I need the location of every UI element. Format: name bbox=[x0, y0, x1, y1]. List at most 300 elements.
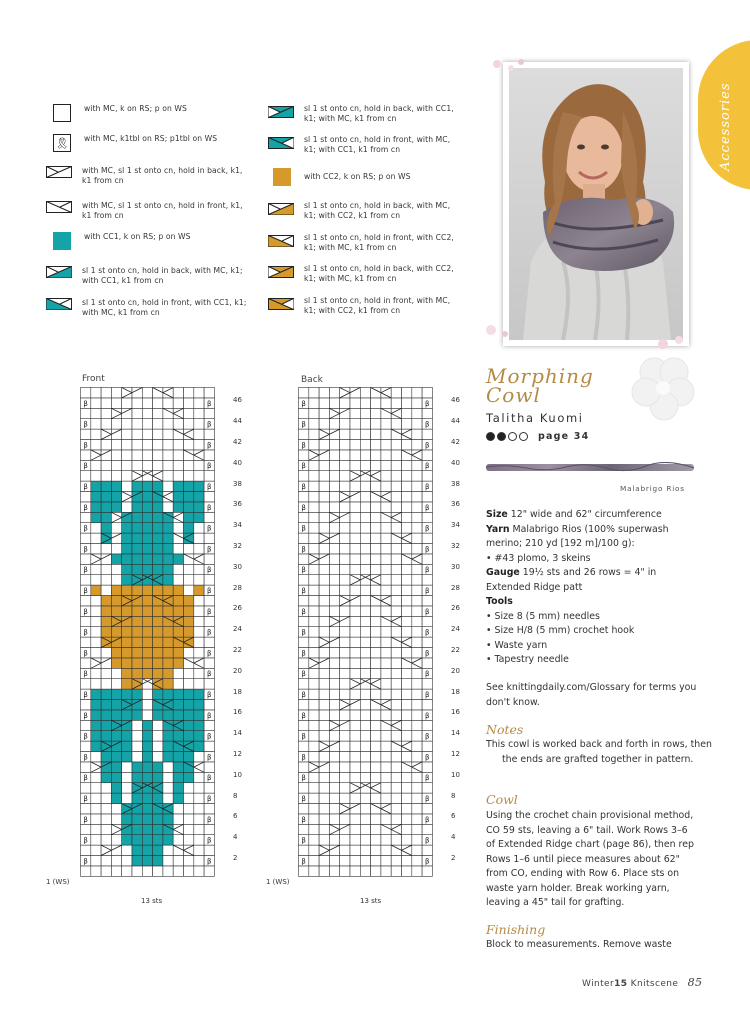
chart-cell bbox=[391, 804, 401, 814]
chart-cell bbox=[111, 408, 121, 418]
chart-cell bbox=[204, 824, 214, 834]
chart-cell bbox=[412, 564, 422, 574]
chart-cell bbox=[319, 544, 329, 554]
chart-cell bbox=[111, 783, 121, 793]
chart-cell bbox=[204, 866, 214, 876]
chart-cell bbox=[132, 804, 142, 814]
chart-cell bbox=[309, 668, 319, 678]
chart-cell bbox=[81, 783, 91, 793]
chart-cell bbox=[91, 752, 101, 762]
chart-cell bbox=[101, 835, 111, 845]
twisted-stitch-mark: β bbox=[83, 691, 88, 699]
chart-cell bbox=[299, 804, 309, 814]
chart-cell bbox=[122, 804, 132, 814]
chart-cell bbox=[340, 460, 350, 470]
chart-cell bbox=[350, 388, 360, 398]
chart-cell bbox=[101, 471, 111, 481]
chart-cell bbox=[360, 793, 370, 803]
chart-cell bbox=[340, 523, 350, 533]
chart-cell bbox=[360, 419, 370, 429]
chart-cell bbox=[402, 492, 412, 502]
chart-cell bbox=[153, 512, 163, 522]
twisted-stitch-mark: β bbox=[301, 711, 306, 720]
chart-cell bbox=[412, 388, 422, 398]
chart-cell bbox=[329, 772, 339, 782]
chart-cell bbox=[319, 419, 329, 429]
page-reference: page 34 bbox=[538, 431, 590, 442]
chart-cell bbox=[391, 793, 401, 803]
chart-cell bbox=[360, 388, 370, 398]
chart-cell bbox=[101, 606, 111, 616]
chart-cell bbox=[350, 689, 360, 699]
chart-cell bbox=[184, 689, 194, 699]
twisted-stitch-mark: β bbox=[301, 649, 306, 658]
chart-cell bbox=[319, 502, 329, 512]
row-number: 4 bbox=[451, 833, 456, 842]
key-item bbox=[268, 135, 454, 155]
chart-cell bbox=[122, 658, 132, 668]
chart-cell bbox=[299, 575, 309, 585]
chart-cell bbox=[132, 637, 142, 647]
twisted-stitch-mark: β bbox=[301, 857, 306, 866]
chart-cell bbox=[371, 679, 381, 689]
chart-cell bbox=[194, 471, 204, 481]
chart-cell bbox=[402, 720, 412, 730]
tools-label: Tools bbox=[486, 596, 513, 607]
row-number: 18 bbox=[451, 687, 460, 696]
chart-cell bbox=[101, 585, 111, 595]
twisted-stitch-mark: β bbox=[425, 711, 430, 720]
chart-cell bbox=[350, 429, 360, 439]
chart-cell bbox=[153, 575, 163, 585]
chart-cell bbox=[163, 544, 173, 554]
row-number: 10 bbox=[233, 770, 242, 779]
chart-cell bbox=[204, 741, 214, 751]
chart-cell bbox=[412, 866, 422, 876]
twisted-stitch-mark: β bbox=[301, 691, 306, 699]
chart-cell bbox=[163, 575, 173, 585]
chart-cell bbox=[422, 783, 432, 793]
chart-cell bbox=[340, 824, 350, 834]
chart-cell bbox=[142, 585, 152, 595]
chart-cell bbox=[350, 700, 360, 710]
chart-cell bbox=[163, 554, 173, 564]
chart-cell bbox=[412, 648, 422, 658]
chart-cell bbox=[340, 752, 350, 762]
chart-cell bbox=[299, 429, 309, 439]
chart-cell bbox=[350, 460, 360, 470]
chart-cell bbox=[402, 637, 412, 647]
chart-cell bbox=[360, 741, 370, 751]
twisted-stitch-mark: β bbox=[83, 503, 88, 512]
chart-cell bbox=[142, 523, 152, 533]
key-item bbox=[268, 201, 454, 221]
chart-cell bbox=[194, 450, 204, 460]
chart-cell bbox=[184, 658, 194, 668]
chart-cell bbox=[402, 772, 412, 782]
chart-cell bbox=[412, 512, 422, 522]
chart-cell bbox=[194, 762, 204, 772]
chart-cell bbox=[340, 731, 350, 741]
chart-cell bbox=[122, 700, 132, 710]
chart-cell bbox=[350, 824, 360, 834]
key-text: with CC2, k on RS; p on WS bbox=[304, 172, 411, 181]
chart-cell bbox=[91, 429, 101, 439]
chart-cell bbox=[350, 679, 360, 689]
chart-cell bbox=[142, 752, 152, 762]
chart-cell bbox=[204, 554, 214, 564]
chart-cell bbox=[163, 627, 173, 637]
chart-cell bbox=[163, 512, 173, 522]
chart-cell bbox=[381, 419, 391, 429]
chart-cell bbox=[340, 668, 350, 678]
chart-cell bbox=[319, 627, 329, 637]
chart-cell bbox=[402, 741, 412, 751]
chart-cell bbox=[81, 679, 91, 689]
chart-cell bbox=[329, 741, 339, 751]
chart-cell bbox=[360, 866, 370, 876]
chart-cell bbox=[101, 492, 111, 502]
chart-cell bbox=[194, 554, 204, 564]
chart-cell bbox=[402, 564, 412, 574]
chart-cell bbox=[173, 481, 183, 491]
twisted-stitch-mark: β bbox=[207, 649, 212, 658]
chart-cell bbox=[111, 741, 121, 751]
cc1-right-cross-symbol bbox=[46, 266, 72, 278]
chart-cell bbox=[350, 783, 360, 793]
row-number: 36 bbox=[233, 500, 242, 509]
key-item bbox=[53, 232, 254, 250]
chart-cell bbox=[371, 814, 381, 824]
chart-cell bbox=[173, 502, 183, 512]
chart-cell bbox=[173, 512, 183, 522]
chart-cell bbox=[319, 720, 329, 730]
chart-cell bbox=[163, 398, 173, 408]
chart-cell bbox=[142, 512, 152, 522]
chart-cell bbox=[194, 824, 204, 834]
blossom-decoration-icon bbox=[489, 56, 529, 76]
chart-cell bbox=[101, 544, 111, 554]
key-text: with MC, sl 1 st onto cn, hold in front, k1, k1 from cn bbox=[82, 201, 243, 220]
chart-cell bbox=[381, 824, 391, 834]
twisted-stitch-mark: β bbox=[301, 441, 306, 450]
chart-cell bbox=[402, 700, 412, 710]
chart-cell bbox=[153, 752, 163, 762]
row-number: 22 bbox=[451, 646, 460, 654]
chart-cell bbox=[101, 637, 111, 647]
chart-cell bbox=[163, 845, 173, 855]
chart-cell bbox=[381, 544, 391, 554]
chart-cell bbox=[101, 856, 111, 866]
chart-cell bbox=[153, 772, 163, 782]
chart-cell bbox=[309, 616, 319, 626]
chart-cell bbox=[299, 720, 309, 730]
chart-cell bbox=[81, 845, 91, 855]
chart-cell bbox=[122, 627, 132, 637]
twisted-stitch-mark: β bbox=[425, 691, 430, 699]
row-number: 18 bbox=[233, 687, 242, 696]
chart-cell bbox=[391, 731, 401, 741]
chart-cell bbox=[309, 408, 319, 418]
chart-cell bbox=[91, 408, 101, 418]
chart-cell bbox=[371, 481, 381, 491]
section-tab-label: Accessories bbox=[718, 82, 733, 171]
chart-cell bbox=[360, 700, 370, 710]
chart-cell bbox=[184, 814, 194, 824]
chart-cell bbox=[350, 627, 360, 637]
chart-cell bbox=[194, 460, 204, 470]
chart-cell bbox=[173, 429, 183, 439]
chart-cell bbox=[422, 804, 432, 814]
chart-cell bbox=[142, 419, 152, 429]
chart-cell bbox=[153, 460, 163, 470]
front-start-row: 1 (WS) bbox=[46, 878, 70, 886]
chart-cell bbox=[402, 824, 412, 834]
chart-cell bbox=[132, 585, 142, 595]
chart-cell bbox=[111, 804, 121, 814]
row-number: 40 bbox=[233, 458, 242, 467]
chart-cell bbox=[371, 585, 381, 595]
svg-text:🎗: 🎗 bbox=[55, 137, 69, 150]
finishing-heading: Finishing bbox=[486, 922, 546, 937]
chart-cell bbox=[184, 835, 194, 845]
chart-cell bbox=[153, 824, 163, 834]
row-number: 34 bbox=[233, 521, 242, 530]
chart-cell bbox=[91, 741, 101, 751]
chart-cell bbox=[111, 720, 121, 730]
chart-cell bbox=[184, 804, 194, 814]
chart-cell bbox=[101, 772, 111, 782]
chart-cell bbox=[184, 783, 194, 793]
key-text: with CC1, k on RS; p on WS bbox=[84, 232, 191, 241]
chart-cell bbox=[142, 731, 152, 741]
chart-cell bbox=[412, 783, 422, 793]
chart-cell bbox=[194, 866, 204, 876]
chart-cell bbox=[299, 658, 309, 668]
title-line-1: Morphing bbox=[486, 364, 594, 388]
chart-cell bbox=[402, 710, 412, 720]
chart-cell bbox=[132, 575, 142, 585]
chart-cell bbox=[391, 429, 401, 439]
chart-cell bbox=[319, 388, 329, 398]
chart-cell bbox=[111, 398, 121, 408]
chart-cell bbox=[402, 845, 412, 855]
chart-cell bbox=[91, 856, 101, 866]
chart-cell bbox=[194, 772, 204, 782]
chart-cell bbox=[184, 544, 194, 554]
chart-cell bbox=[340, 512, 350, 522]
chart-cell bbox=[319, 585, 329, 595]
chart-cell bbox=[153, 450, 163, 460]
chart-cell bbox=[163, 835, 173, 845]
chart-cell bbox=[309, 533, 319, 543]
chart-cell bbox=[319, 429, 329, 439]
chart-cell bbox=[381, 596, 391, 606]
chart-cell bbox=[299, 554, 309, 564]
key-item bbox=[53, 104, 254, 122]
chart-cell bbox=[142, 544, 152, 554]
chart-cell bbox=[173, 668, 183, 678]
chart-cell bbox=[412, 637, 422, 647]
chart-cell bbox=[381, 585, 391, 595]
twisted-stitch-mark: β bbox=[207, 587, 212, 595]
chart-cell bbox=[340, 804, 350, 814]
twisted-stitch-mark: β bbox=[301, 483, 306, 491]
chart-cell bbox=[111, 596, 121, 606]
twisted-stitch-mark: β bbox=[207, 774, 212, 783]
chart-cell bbox=[340, 554, 350, 564]
chart-cell bbox=[122, 606, 132, 616]
chart-cell bbox=[299, 596, 309, 606]
chart-cell bbox=[412, 575, 422, 585]
chart-cell bbox=[122, 585, 132, 595]
chart-cell bbox=[184, 481, 194, 491]
chart-cell bbox=[329, 648, 339, 658]
chart-cell bbox=[81, 429, 91, 439]
chart-cell bbox=[101, 575, 111, 585]
chart-cell bbox=[309, 637, 319, 647]
chart-cell bbox=[184, 637, 194, 647]
row-number: 28 bbox=[233, 583, 242, 592]
chart-cell bbox=[204, 762, 214, 772]
chart-cell bbox=[194, 648, 204, 658]
chart-cell bbox=[381, 845, 391, 855]
chart-cell bbox=[153, 700, 163, 710]
row-number: 32 bbox=[233, 542, 242, 550]
chart-cell bbox=[309, 429, 319, 439]
back-start-row: 1 (WS) bbox=[266, 878, 290, 886]
twisted-stitch-mark: β bbox=[207, 753, 212, 762]
chart-cell bbox=[360, 689, 370, 699]
chart-cell bbox=[319, 783, 329, 793]
chart-cell bbox=[153, 564, 163, 574]
twisted-stitch-mark: β bbox=[207, 732, 212, 741]
chart-cell bbox=[299, 616, 309, 626]
chart-cell bbox=[402, 762, 412, 772]
chart-cell bbox=[381, 429, 391, 439]
chart-cell bbox=[122, 856, 132, 866]
chart-cell bbox=[101, 679, 111, 689]
chart-cell bbox=[122, 440, 132, 450]
chart-cell bbox=[122, 835, 132, 845]
chart-cell bbox=[184, 616, 194, 626]
chart-cell bbox=[299, 845, 309, 855]
chart-cell bbox=[309, 575, 319, 585]
chart-cell bbox=[163, 679, 173, 689]
row-number: 8 bbox=[233, 791, 238, 800]
chart-cell bbox=[132, 700, 142, 710]
chart-cell bbox=[299, 492, 309, 502]
chart-cell bbox=[173, 419, 183, 429]
chart-cell bbox=[194, 668, 204, 678]
chart-cell bbox=[391, 835, 401, 845]
chart-cell bbox=[142, 783, 152, 793]
cc2-front-cross-symbol bbox=[268, 298, 294, 310]
chart-cell bbox=[371, 783, 381, 793]
chart-cell bbox=[163, 440, 173, 450]
chart-cell bbox=[319, 460, 329, 470]
chart-cell bbox=[371, 793, 381, 803]
cc2-back-cross-symbol bbox=[268, 266, 294, 278]
chart-cell bbox=[340, 772, 350, 782]
chart-cell bbox=[194, 793, 204, 803]
chart-cell bbox=[173, 741, 183, 751]
chart-cell bbox=[350, 804, 360, 814]
chart-cell bbox=[163, 606, 173, 616]
chart-cell bbox=[371, 502, 381, 512]
twisted-stitch-mark: β bbox=[207, 462, 212, 471]
chart-cell bbox=[91, 596, 101, 606]
chart-cell bbox=[184, 679, 194, 689]
chart-cell bbox=[204, 408, 214, 418]
chart-cell bbox=[309, 658, 319, 668]
chart-cell bbox=[299, 741, 309, 751]
chart-cell bbox=[412, 856, 422, 866]
chart-cell bbox=[81, 575, 91, 585]
chart-cell bbox=[194, 700, 204, 710]
chart-cell bbox=[402, 606, 412, 616]
chart-cell bbox=[350, 637, 360, 647]
chart-cell bbox=[381, 856, 391, 866]
chart-cell bbox=[422, 554, 432, 564]
chart-cell bbox=[111, 564, 121, 574]
chart-cell bbox=[173, 450, 183, 460]
chart-cell bbox=[340, 814, 350, 824]
chart-cell bbox=[194, 502, 204, 512]
key-text: sl 1 st onto cn, hold in back, with CC1, k1; with MC, k1 from cn bbox=[304, 104, 454, 123]
chart-cell bbox=[132, 429, 142, 439]
chart-cell bbox=[184, 512, 194, 522]
chart-cell bbox=[412, 668, 422, 678]
chart-cell bbox=[111, 533, 121, 543]
chart-cell bbox=[381, 731, 391, 741]
chart-cell bbox=[381, 606, 391, 616]
chart-cell bbox=[402, 793, 412, 803]
key-text: sl 1 st onto cn, hold in front, with MC, k1; with CC2, k1 from cn bbox=[304, 296, 451, 315]
chart-cell bbox=[111, 772, 121, 782]
chart-cell bbox=[402, 450, 412, 460]
chart-cell bbox=[81, 866, 91, 876]
chart-cell bbox=[91, 731, 101, 741]
chart-cell bbox=[194, 835, 204, 845]
chart-cell bbox=[360, 398, 370, 408]
chart-cell bbox=[163, 648, 173, 658]
chart-cell bbox=[299, 783, 309, 793]
chart-cell bbox=[204, 637, 214, 647]
chart-cell bbox=[299, 450, 309, 460]
chart-cell bbox=[122, 398, 132, 408]
chart-cell bbox=[340, 533, 350, 543]
chart-cell bbox=[360, 783, 370, 793]
chart-cell bbox=[402, 544, 412, 554]
chart-cell bbox=[309, 731, 319, 741]
chart-cell bbox=[340, 658, 350, 668]
chart-cell bbox=[319, 700, 329, 710]
twisted-stitch-mark: β bbox=[83, 587, 88, 595]
chart-cell bbox=[91, 824, 101, 834]
chart-cell bbox=[81, 637, 91, 647]
twisted-stitch-mark: β bbox=[207, 566, 212, 575]
chart-cell bbox=[163, 741, 173, 751]
chart-cell bbox=[350, 616, 360, 626]
row-number: 44 bbox=[233, 417, 242, 426]
chart-cell bbox=[111, 554, 121, 564]
chart-cell bbox=[350, 648, 360, 658]
chart-cell bbox=[340, 793, 350, 803]
chart-cell bbox=[173, 689, 183, 699]
chart-cell bbox=[91, 481, 101, 491]
mc-right-cross-symbol bbox=[46, 166, 72, 178]
